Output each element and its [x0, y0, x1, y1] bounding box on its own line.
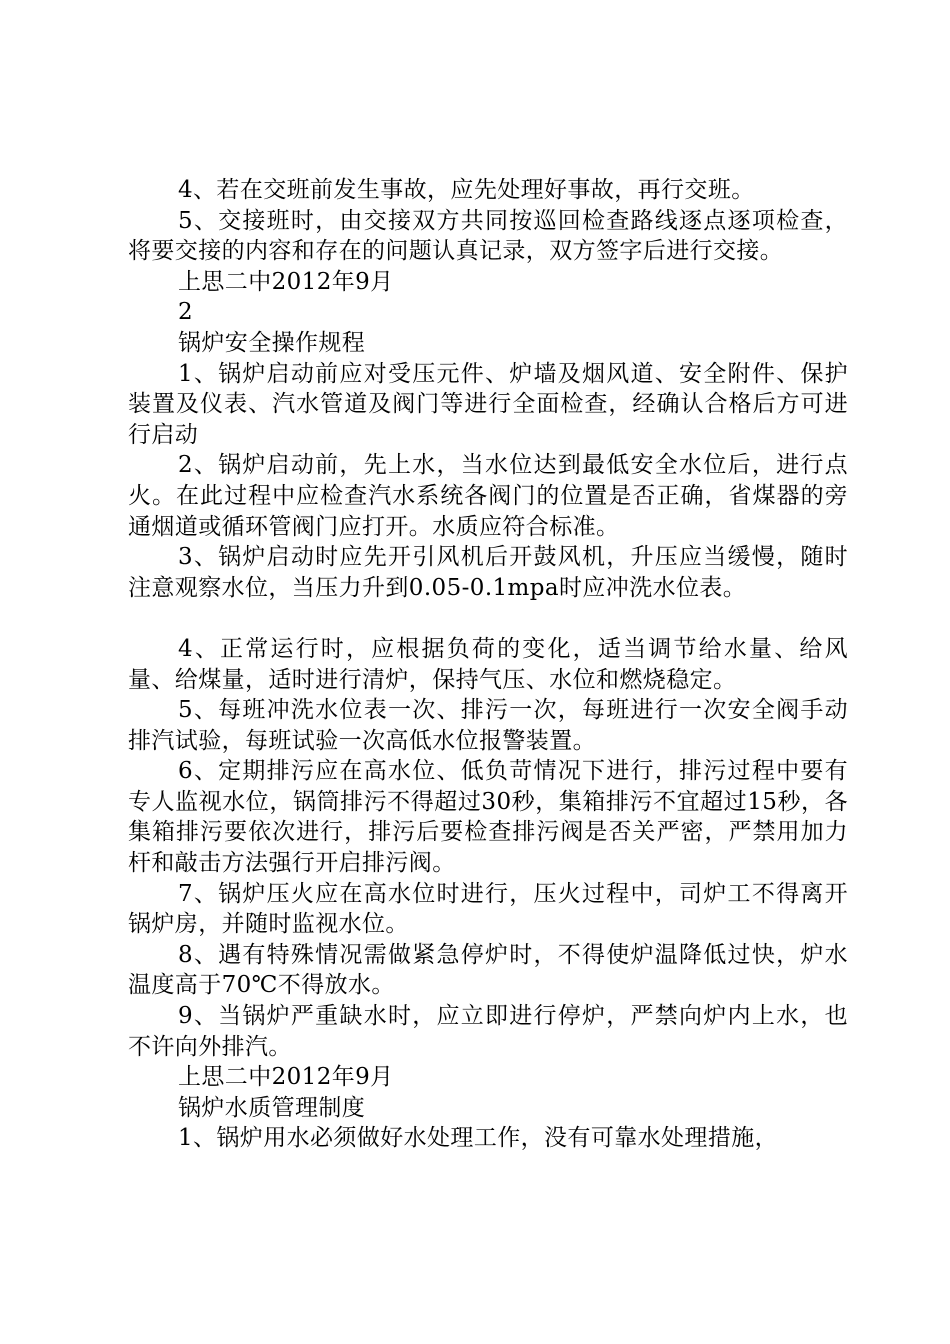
- section-title-water-quality: 锅炉水质管理制度: [178, 1094, 366, 1121]
- paragraph-safety-item-1: 1、锅炉启动前应对受压元件、炉墙及烟风道、安全附件、保护装置及仪表、汽水管道及阀门等进行全面检查，经确认合格后方可进行启动: [128, 360, 848, 448]
- paragraph-safety-item-8: 8、遇有特殊情况需做紧急停炉时，不得使炉温降低过快，炉水温度高于70℃不得放水。: [128, 941, 848, 999]
- paragraph-safety-item-3: 3、锅炉启动时应先开引风机后开鼓风机，升压应当缓慢，随时注意观察水位，当压力升到0.05-0.1mpa时应冲洗水位表。: [128, 544, 848, 601]
- document-body: [128, 175, 848, 1154]
- signature-date-line: 上思二中2012年9月: [178, 268, 394, 295]
- paragraph-safety-item-9: 9、当锅炉严重缺水时，应立即进行停炉，严禁向炉内上水，也不许向外排汽。: [128, 1003, 848, 1060]
- paragraph-safety-item-6: 6、定期排污应在高水位、低负苛情况下进行，排污过程中要有专人监视水位，锅筒排污不得超过30秒，集箱排污不宜超过15秒，各集箱排污要依次进行，排污后要检查排污阀是否关严密，严禁用加力杆和敲击方法强行开启排污阀。: [128, 758, 848, 877]
- paragraph-shift-handover-item-5: 5、交接班时，由交接双方共同按巡回检查路线逐点逐项检查，将要交接的内容和存在的问题认真记录，双方签字后进行交接。: [128, 207, 848, 265]
- paragraph-safety-item-4: 4、正常运行时，应根据负荷的变化，适当调节给水量、给风量、给煤量，适时进行清炉，保持气压、水位和燃烧稳定。: [128, 635, 848, 693]
- section-title-boiler-safety: 锅炉安全操作规程: [178, 329, 366, 356]
- signature-date-line: 上思二中2012年9月: [178, 1064, 394, 1091]
- paragraph-safety-item-7: 7、锅炉压火应在高水位时进行，压火过程中，司炉工不得离开锅炉房，并随时监视水位。: [128, 880, 848, 938]
- section-number: 2: [178, 299, 194, 326]
- paragraph-water-item-1: 1、锅炉用水必须做好水处理工作，没有可靠水处理措施，: [178, 1125, 779, 1152]
- paragraph-safety-item-2: 2、锅炉启动前，先上水，当水位达到最低安全水位后，进行点火。在此过程中应检查汽水系统各阀门的位置是否正确，省煤器的旁通烟道或循环管阀门应打开。水质应符合标准。: [128, 452, 848, 540]
- paragraph-shift-handover-item-4: 4、若在交班前发生事故，应先处理好事故，再行交班。: [178, 177, 755, 203]
- paragraph-safety-item-5: 5、每班冲洗水位表一次、排污一次，每班进行一次安全阀手动排汽试验，每班试验一次高低水位报警装置。: [128, 697, 848, 754]
- blank-line: [128, 603, 848, 634]
